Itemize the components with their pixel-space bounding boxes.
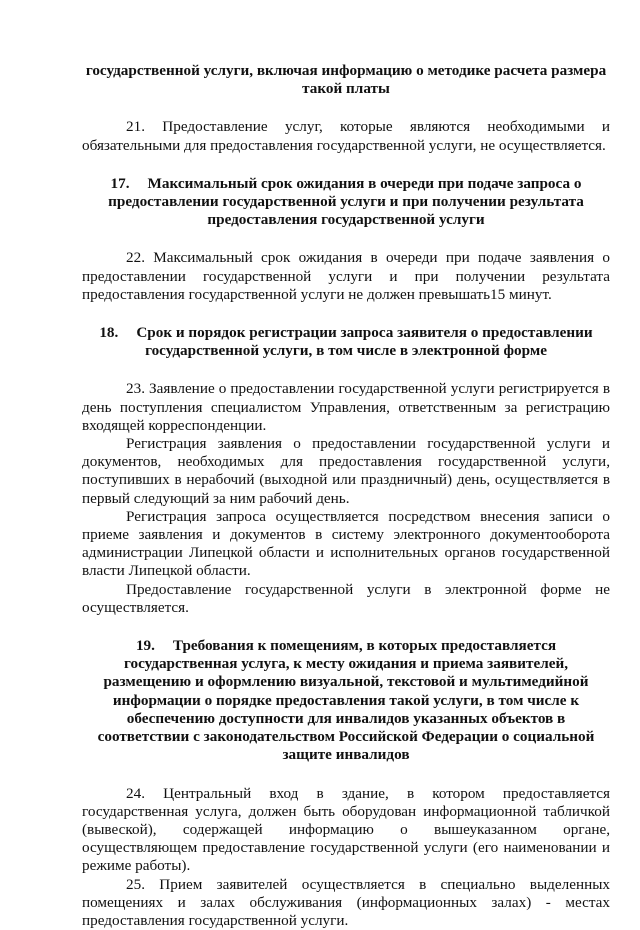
paragraph-25: 25. Прием заявителей осуществляется в специально выделенных помещениях и залах обслуживания (информационных залах) - местах предоставления государственной услуги.	[82, 875, 610, 929]
heading-17-text: Максимальный срок ожидания в очереди при подаче запроса о предоставлении государственной услуги и при получении результата предоставления государственной услуги	[108, 174, 584, 229]
paragraph-23-d: Предоставление государственной услуги в электронной форме не осуществляется.	[82, 580, 610, 616]
heading-18-number: 18.	[99, 324, 119, 342]
document-page	[82, 62, 610, 930]
heading-19-number: 19.	[135, 637, 155, 655]
heading-17-number: 17.	[110, 174, 130, 192]
heading-19-text: Требования к помещениям, в которых предоставляется государственная услуга, к месту ожидания и приема заявителей, размещению и оформлению визуальной, текстовой и мультимедийной информации о порядке предоставления такой услуги, в том числе к обеспечению доступности для инвалидов указанных объектов в соответствии с законодательством Российской Федерации о социальной защите инвалидов	[97, 637, 595, 764]
heading-18	[82, 324, 610, 360]
paragraph-23: 23. Заявление о предоставлении государственной услуги регистрируется в день поступления специалистом Управления, ответственным за регистрацию входящей корреспонденции.	[82, 380, 610, 434]
heading-18-text: Срок и порядок регистрации запроса заявителя о предоставлении государственной услуги, в том числе в электронной форме	[136, 324, 593, 360]
paragraph-24: 24. Центральный вход в здание, в котором предоставляется государственная услуга, должен быть оборудован информационной табличкой (вывеской), содержащей информацию о вышеуказанном органе, осуществляющем предоставление государственной услуги (его наименовании и режиме работы).	[82, 784, 610, 875]
paragraph-22: 22. Максимальный срок ожидания в очереди при подаче заявления о предоставлении государственной услуги и при получении результата предоставления государственной услуги не должен превышать15 минут.	[82, 249, 610, 303]
paragraph-23-b: Регистрация заявления о предоставлении государственной услуги и документов, необходимых для предоставления государственной услуги, поступивших в нерабочий (выходной или праздничный) день, осуществляется в первый следующий за ним рабочий день.	[82, 435, 610, 507]
heading-17	[82, 175, 610, 230]
heading-19	[82, 637, 610, 764]
intro-heading: государственной услуги, включая информацию о методике расчета размера такой платы	[85, 62, 607, 98]
paragraph-21: 21. Предоставление услуг, которые являются необходимыми и обязательными для предоставления государственной услуги, не осуществляется.	[82, 118, 610, 154]
paragraph-23-c: Регистрация запроса осуществляется посредством внесения записи о приеме заявления и документов в систему электронного документооборота администрации Липецкой области и исполнительных органов государственной власти Липецкой области.	[82, 507, 610, 580]
